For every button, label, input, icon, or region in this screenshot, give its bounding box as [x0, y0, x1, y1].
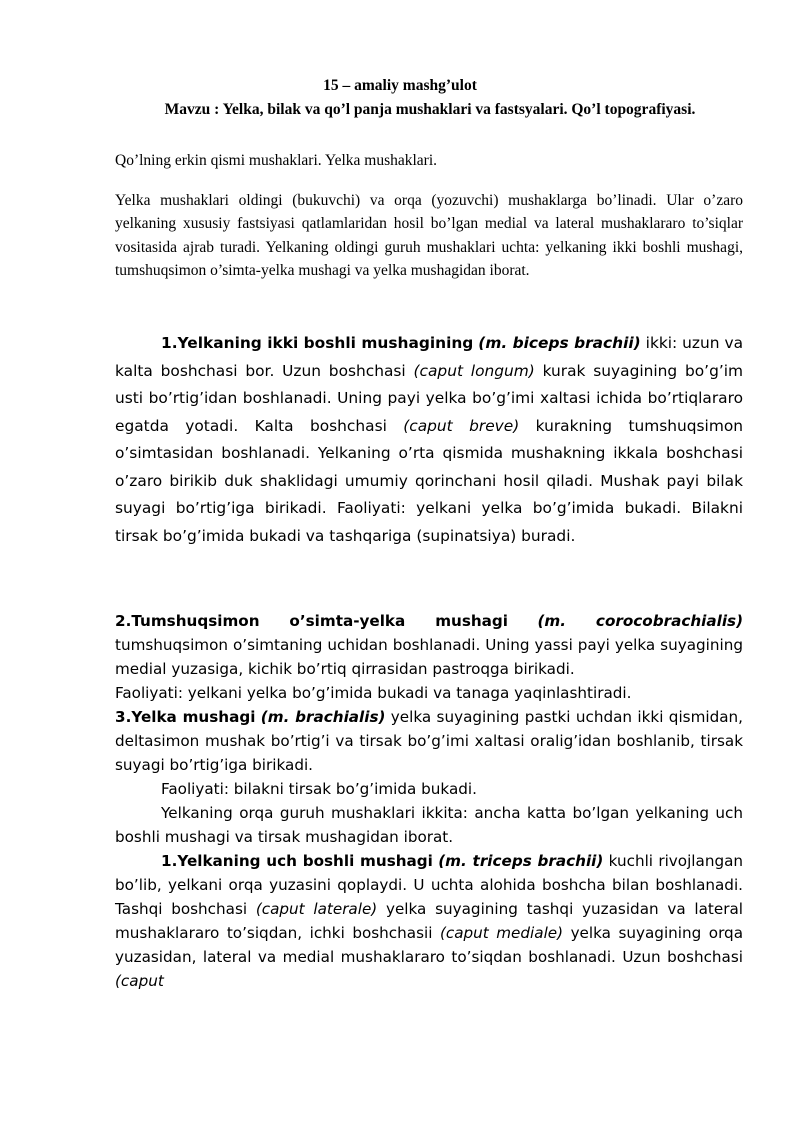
triceps-text-1: kuchli rivojlangan bo’lib, yelkani orqa yuzasini qoplaydi. U uchta alohida boshcha bilan boshlanadi. Tashqi boshchasi [115, 852, 744, 918]
lesson-title: 15 – amaliy mashg’ulot [323, 77, 477, 94]
caput-longum: (caput longum) [413, 361, 535, 380]
section-body [115, 609, 743, 993]
biceps-latin: (m. biceps brachii) [478, 334, 641, 352]
paragraph-muscle-groups: Yelka mushaklari oldingi (bukuvchi) va orqa (yozuvchi) mushaklarga bo’linadi. Ular o’zaro yelkaning xususiy fastsiyasi qatlamlaridan hosil bo’lgan medial va lateral mushaklararo to’siqlar vositasida ajrab turadi. Yelkaning oldingi guruh mushaklari uchta: yelkaning ikki boshli mushagi, tumshuqsimon o’simta-yelka mushagi va yelka mushagidan iborat. [115, 192, 743, 279]
triceps-heading: 1.Yelkaning uch boshli mushagi [161, 852, 433, 870]
brachialis-heading: 3.Yelka mushagi [115, 708, 256, 726]
coraco-latin: (m. corocobrachialis) [537, 612, 744, 630]
coraco-text: tumshuqsimon o’simtaning uchidan boshlanadi. Uning yassi payi yelka suyagining medial yuzasiga, kichik bo’rtiq qirrasidan pastroqga birikadi. [115, 636, 743, 678]
triceps-latin: (m. triceps brachii) [438, 852, 604, 870]
brachialis-function-text: Faoliyati: bilakni tirsak bo’g’imida bukadi. [161, 780, 477, 798]
caput-mediale: (caput mediale) [439, 924, 564, 942]
coraco-heading: 2.Tumshuqsimon o’simta-yelka mushagi [115, 612, 509, 630]
biceps-text-3: kurakning tumshuqsimon o’simtasidan boshlanadi. Yelkaning o’rta qismida mushakning ikkala boshchasi o’zaro birikib duk shaklidagi umumiy qorinchani hosil qiladi. Mushak payi bilak suyagi bo’rtig’iga birikadi. Faoliyati: yelkani yelka bo’g’imida bukadi. Bilakni tirsak bo’g’imida bukadi va tashqariga (supinatsiya) buradi. [115, 416, 743, 545]
coraco-function: Faoliyati: yelkani yelka bo’g’imida bukadi va tanaga yaqinlashtiradi. [115, 684, 632, 702]
brachialis-function [115, 777, 743, 801]
biceps-text-2: kurak suyagining bo’g’im usti bo’rtig’idan boshlanadi. Uning payi yelka bo’g’imi xaltasi ichida bo’rtiqlararo egatda yotadi. Kalta boshchasi [115, 361, 744, 435]
brachialis-latin: (m. brachialis) [260, 708, 386, 726]
paragraph-coracobrachialis [115, 609, 743, 681]
paragraph-triceps [115, 849, 743, 993]
triceps-text-2: yelka suyagining tashqi yuzasidan va lateral mushaklararo to’siqdan, ichki boshchasii [115, 900, 743, 942]
lesson-subject: Mavzu : Yelka, bilak va qo’l panja mushaklari va fastsyalari. Qo’l topografiyasi. [164, 101, 696, 118]
brachialis-text: yelka suyagining pastki uchdan ikki qismidan, deltasimon mushak bo’rtig’i va tirsak bo’g’imi xaltasi oralig’idan boshlanib, tirsak suyagi bo’rtig’iga birikadi. [115, 708, 743, 774]
biceps-text-1: ikki: uzun va kalta boshchasi bor. Uzun boshchasi [115, 334, 744, 380]
biceps-heading: 1.Yelkaning ikki boshli mushagining [161, 334, 474, 352]
caput-long-fragment: (caput [115, 972, 164, 990]
caput-breve: (caput breve) [403, 416, 520, 435]
paragraph-brachialis [115, 705, 743, 777]
paragraph-posterior-group [115, 801, 743, 849]
caput-laterale: (caput laterale) [255, 900, 378, 918]
paragraph-biceps [115, 330, 743, 550]
section-intro: Qo’lning erkin qismi mushaklari. Yelka mushaklari. [115, 152, 438, 169]
triceps-text-3: yelka suyagining orqa yuzasidan, lateral va medial mushaklararo to’siqdan boshlanadi. Uzun boshchasi [115, 924, 743, 966]
posterior-group-text: Yelkaning orqa guruh mushaklari ikkita: ancha katta bo’lgan yelkaning uch boshli mushagi va tirsak mushagidan iborat. [115, 804, 743, 846]
